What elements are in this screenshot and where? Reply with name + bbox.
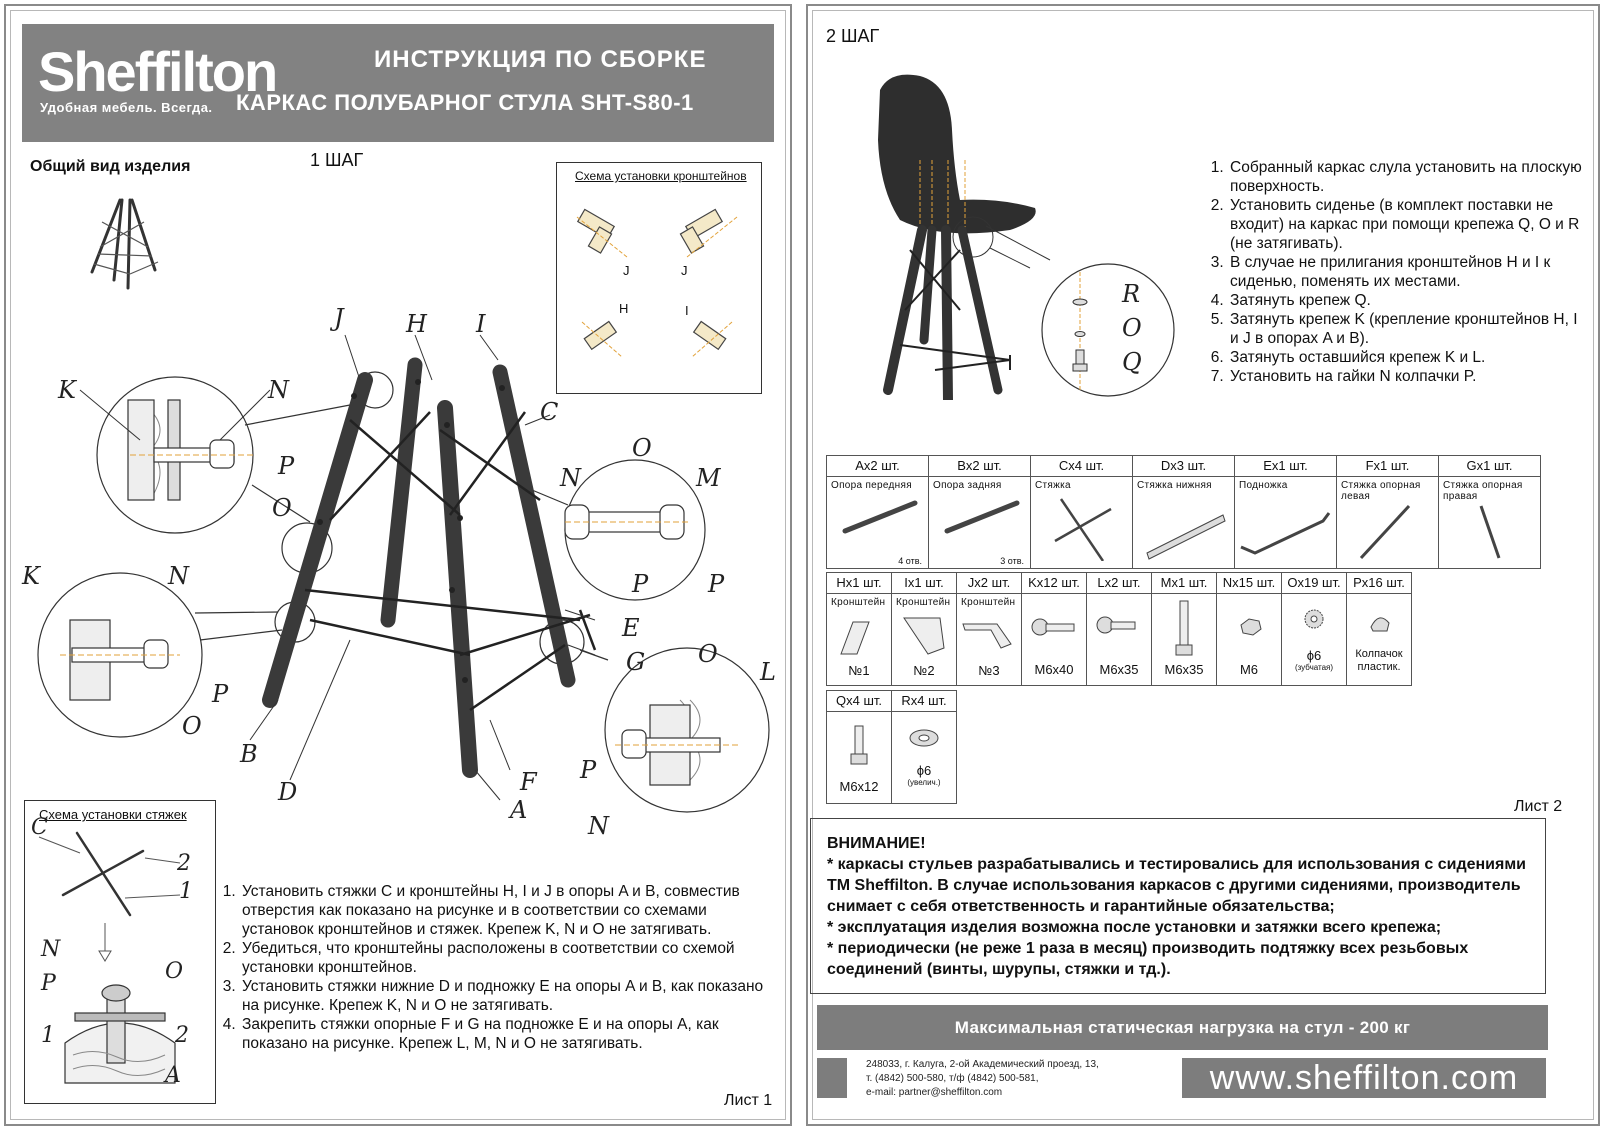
part-name-H: Кронштейн <box>831 597 886 608</box>
part-foot-M: M6x35 <box>1164 662 1204 677</box>
label-L: L <box>760 658 776 686</box>
part-cell-O <box>1282 573 1347 594</box>
part-foot-K: M6x40 <box>1034 662 1074 677</box>
part-head-F: Fx1 шт. <box>1365 458 1410 473</box>
part-body-I <box>892 594 957 686</box>
part-foot-P: Колпачок пластик. <box>1355 648 1403 673</box>
tie-label-A: A <box>165 1063 181 1088</box>
sheet1-header <box>22 24 774 142</box>
label-P-right1: P <box>632 570 649 598</box>
part-cell-K <box>1022 573 1087 594</box>
part-foot-L: M6x35 <box>1099 662 1139 677</box>
part-foot-R: ϕ6 <box>916 763 932 778</box>
part-body-B <box>929 477 1031 569</box>
warning-box <box>810 818 1546 994</box>
part-head-H: Hx1 шт. <box>836 575 882 590</box>
part-drawing-I <box>892 608 956 660</box>
label-K-mid: K <box>22 562 40 590</box>
part-head-Q: Qx4 шт. <box>835 693 882 708</box>
label-N-top: N <box>268 376 289 404</box>
step1-label: 1 ШАГ <box>310 150 364 170</box>
label-P-right2: P <box>708 570 725 598</box>
part-foot-J: №3 <box>978 663 1000 678</box>
label-P-bottom: P <box>580 756 597 784</box>
parts-table-row1 <box>826 455 1541 569</box>
overview-label: Общий вид изделия <box>30 158 191 175</box>
part-drawing-E <box>1235 491 1335 561</box>
step2-instruction-5: 5. Затянуть крепеж K (крепление кронштейнов H, I и J в опорах A и B). <box>1228 310 1590 348</box>
part-drawing-C <box>1031 491 1131 561</box>
part-cell-P <box>1347 573 1412 594</box>
bracket-label-i: I <box>685 303 689 318</box>
part-body-M <box>1152 594 1217 686</box>
part-drawing-G <box>1439 502 1539 562</box>
warning-text <box>827 833 1537 980</box>
step1-instruction-4: 4. Закрепить стяжки опорные F и G на подножке E и на опоры A, как показано на рисунке. Крепеж L, M, N и O не затягивать. <box>240 1015 770 1053</box>
part-name-C: Стяжка <box>1035 480 1071 491</box>
step1-instruction-3: 3. Установить стяжки нижние D и подножку E на опоры A и B, как показано на рисунке. Крепеж K, N и O не затягивать. <box>240 977 770 1015</box>
tie-label-2-top: 2 <box>177 851 191 876</box>
label-J: J <box>334 304 344 332</box>
warning-line-3: * периодически (не реже 1 раза в месяц) производить подтяжку всех резьбовых соединений (винты, шурупы, стяжки и тд.). <box>827 940 1469 978</box>
part-sub-O: (зубчатая) <box>1294 663 1334 672</box>
bolt-q-icon <box>827 712 891 776</box>
label-N-right: N <box>560 464 581 492</box>
part-head-M: Mx1 шт. <box>1160 575 1208 590</box>
part-head-E: Ex1 шт. <box>1263 458 1308 473</box>
step2-instruction-6: 6. Затянуть оставшийся крепеж K и L. <box>1228 348 1590 367</box>
part-body-C <box>1031 477 1133 569</box>
step2-instruction-1: 1. Собранный каркас слула установить на плоскую поверхность. <box>1228 158 1590 196</box>
label-F: F <box>520 768 537 796</box>
label-N-mid: N <box>168 562 189 590</box>
parts-table-row2 <box>826 572 1412 686</box>
part-sub-R: (увелич.) <box>907 778 941 787</box>
part-name-A: Опора передняя <box>831 480 912 491</box>
tie-scheme-box <box>24 800 216 1104</box>
overview-frame-illustration <box>80 192 170 292</box>
label-O-top: O <box>272 494 292 522</box>
part-body-P <box>1347 594 1412 686</box>
bolt-k-icon <box>1022 597 1086 659</box>
part-head-K: Kx12 шт. <box>1028 575 1080 590</box>
part-drawing-A <box>827 491 927 541</box>
tie-scheme-title: Схема установки стяжек <box>39 807 187 822</box>
tie-label-1-top: 1 <box>179 879 193 904</box>
washer-icon <box>892 712 956 760</box>
step1-instructions <box>222 882 770 1053</box>
part-name-I: Кронштейн <box>896 597 951 608</box>
part-body-E <box>1235 477 1337 569</box>
part-cell-D <box>1133 456 1235 477</box>
tie-label-N: N <box>41 937 61 962</box>
doc-subtitle: КАРКАС ПОЛУБАРНОГ СТУЛА SHT-S80-1 <box>236 90 694 115</box>
label-O-mid: O <box>182 712 202 740</box>
footer-square <box>817 1058 847 1098</box>
part-cell-A <box>827 456 929 477</box>
part-name-D: Стяжка нижняя <box>1137 480 1212 491</box>
part-body-A <box>827 477 929 569</box>
label-G: G <box>626 648 646 676</box>
part-name-J: Кронштейн <box>961 597 1016 608</box>
part-body-D <box>1133 477 1235 569</box>
part-drawing-J <box>957 608 1021 660</box>
part-cell-M <box>1152 573 1217 594</box>
part-cell-Q <box>827 691 892 712</box>
part-body-G <box>1439 477 1541 569</box>
warning-line-2: * эксплуатация изделия возможна после установки и затяжки всего крепежа; <box>827 919 1442 936</box>
part-cell-B <box>929 456 1031 477</box>
label-C: C <box>540 398 559 426</box>
label-E: E <box>622 614 640 642</box>
part-body-R <box>892 712 957 804</box>
address-line-1: 248033, г. Калуга, 2-ой Академический проезд, 13, <box>866 1059 1099 1070</box>
part-head-N: Nx15 шт. <box>1222 575 1276 590</box>
part-note-A: 4 отв. <box>898 556 922 566</box>
part-body-N <box>1217 594 1282 686</box>
part-drawing-H <box>827 608 891 660</box>
part-foot-I: №2 <box>913 663 935 678</box>
part-head-B: Bx2 шт. <box>957 458 1002 473</box>
part-body-O <box>1282 594 1347 686</box>
detail-label-R: R <box>1122 280 1141 308</box>
part-head-I: Ix1 шт. <box>904 575 944 590</box>
step2-instruction-2: 2. Установить сиденье (в комплект поставки не входит) на каркас при помощи крепежа Q, O и R (не затягивать). <box>1228 196 1590 253</box>
tie-label-P: P <box>41 971 56 996</box>
bolt-m-icon <box>1152 597 1216 659</box>
step1-instruction-2: 2. Убедиться, что кронштейны расположены в соответствии со схемой установки кронштейнов. <box>240 939 770 977</box>
part-foot-H: №1 <box>848 663 870 678</box>
label-O-right: O <box>632 434 652 462</box>
part-cell-G <box>1439 456 1541 477</box>
part-head-C: Cx4 шт. <box>1058 458 1105 473</box>
detail-label-Q: Q <box>1122 348 1142 376</box>
part-body-J <box>957 594 1022 686</box>
part-drawing-D <box>1133 491 1233 561</box>
website-link[interactable]: www.sheffilton.com <box>1209 1059 1519 1097</box>
label-D: D <box>278 778 298 806</box>
tie-label-C: C <box>31 815 48 840</box>
step2-instruction-7: 7. Установить на гайки N колпачки P. <box>1228 367 1590 386</box>
part-cell-R <box>892 691 957 712</box>
detail-label-O: O <box>1122 314 1142 342</box>
label-I: I <box>476 310 486 338</box>
tie-label-1-bottom: 1 <box>41 1023 55 1048</box>
doc-title: ИНСТРУКЦИЯ ПО СБОРКЕ <box>374 46 707 73</box>
bracket-label-h: H <box>619 301 629 316</box>
label-A: A <box>510 796 528 824</box>
sheet2-number: Лист 2 <box>1514 798 1563 815</box>
step1-instruction-1: 1. Установить стяжки С и кронштейны H, I и J в опоры A и B, совместив отверстия как показано на рисунке и в соответствии со схемами установок кронштейнов и стяжек. Крепеж K, N и O не затягивать. <box>240 882 770 939</box>
part-head-D: Dx3 шт. <box>1160 458 1207 473</box>
part-cell-I <box>892 573 957 594</box>
sheet1-number: Лист 1 <box>724 1092 773 1109</box>
toothed-washer-icon <box>1282 597 1346 645</box>
part-cell-E <box>1235 456 1337 477</box>
part-drawing-F <box>1337 502 1437 562</box>
warning-line-1: * каркасы стульев разрабатывались и тестировались для использования с сидениями ТМ Sheffilton. В случае использования каркасов с другими сидениями, производитель снимает с себя ответственность и гарантийные обязательства; <box>827 856 1527 915</box>
label-O-bottom: O <box>698 640 718 668</box>
nut-icon <box>1217 597 1281 659</box>
plastic-cap-icon <box>1347 597 1411 645</box>
part-foot-Q: M6x12 <box>839 779 879 794</box>
step2-label: 2 ШАГ <box>826 26 880 46</box>
part-head-G: Gx1 шт. <box>1466 458 1513 473</box>
website-banner <box>1182 1058 1546 1098</box>
part-drawing-B <box>929 491 1029 541</box>
company-address <box>866 1058 1099 1100</box>
step2-instructions <box>1210 158 1590 386</box>
step2-instruction-3: 3. В случае не прилигания кронштейнов H и I к сиденью, поменять их местами. <box>1228 253 1590 291</box>
part-name-F: Стяжка опорная левая <box>1341 480 1421 502</box>
part-body-F <box>1337 477 1439 569</box>
part-head-O: Ox19 шт. <box>1287 575 1341 590</box>
label-M-right: M <box>696 464 721 492</box>
label-B: B <box>240 740 258 768</box>
part-note-B: 3 отв. <box>1000 556 1024 566</box>
part-name-G: Стяжка опорная правая <box>1443 480 1523 502</box>
bolt-l-icon <box>1087 597 1151 659</box>
bracket-label-j1: J <box>623 263 630 278</box>
address-line-3: e-mail: partner@sheffilton.com <box>866 1087 1003 1098</box>
part-head-A: Ax2 шт. <box>855 458 900 473</box>
part-head-P: Px16 шт. <box>1353 575 1405 590</box>
brand-logo: Sheffilton <box>38 40 277 103</box>
part-body-L <box>1087 594 1152 686</box>
label-P-top: P <box>278 452 295 480</box>
part-cell-F <box>1337 456 1439 477</box>
part-cell-H <box>827 573 892 594</box>
label-K-top: K <box>58 376 76 404</box>
step2-instruction-4: 4. Затянуть крепеж Q. <box>1228 291 1590 310</box>
part-head-R: Rx4 шт. <box>901 693 947 708</box>
tie-label-O: O <box>165 959 184 984</box>
part-body-K <box>1022 594 1087 686</box>
part-cell-N <box>1217 573 1282 594</box>
max-load-banner <box>817 1005 1548 1050</box>
part-body-Q <box>827 712 892 804</box>
part-name-E: Подножка <box>1239 480 1288 491</box>
part-cell-J <box>957 573 1022 594</box>
label-N-bottom: N <box>588 812 609 840</box>
max-load-text: Максимальная статическая нагрузка на стул - 200 кг <box>954 1018 1411 1037</box>
frame-assembly-illustration <box>20 300 790 830</box>
part-name-B: Опора задняя <box>933 480 1002 491</box>
part-head-J: Jx2 шт. <box>967 575 1011 590</box>
label-H: H <box>406 310 427 338</box>
parts-table-row3 <box>826 690 957 804</box>
tie-label-2-bottom: 2 <box>175 1023 189 1048</box>
bracket-label-j2: J <box>681 263 688 278</box>
part-cell-L <box>1087 573 1152 594</box>
address-line-2: т. (4842) 500-580, т/ф (4842) 500-581, <box>866 1073 1039 1084</box>
part-head-L: Lx2 шт. <box>1097 575 1141 590</box>
warning-title: ВНИМАНИЕ! <box>827 835 926 852</box>
brand-tagline: Удобная мебель. Всегда. <box>40 100 213 115</box>
bracket-scheme-title: Схема установки кронштейнов <box>575 169 747 183</box>
part-body-H <box>827 594 892 686</box>
part-cell-C <box>1031 456 1133 477</box>
part-foot-O: ϕ6 <box>1306 648 1322 663</box>
label-P-mid: P <box>212 680 229 708</box>
part-foot-N: M6 <box>1239 662 1259 677</box>
fastener-detail-illustration <box>1040 262 1180 402</box>
